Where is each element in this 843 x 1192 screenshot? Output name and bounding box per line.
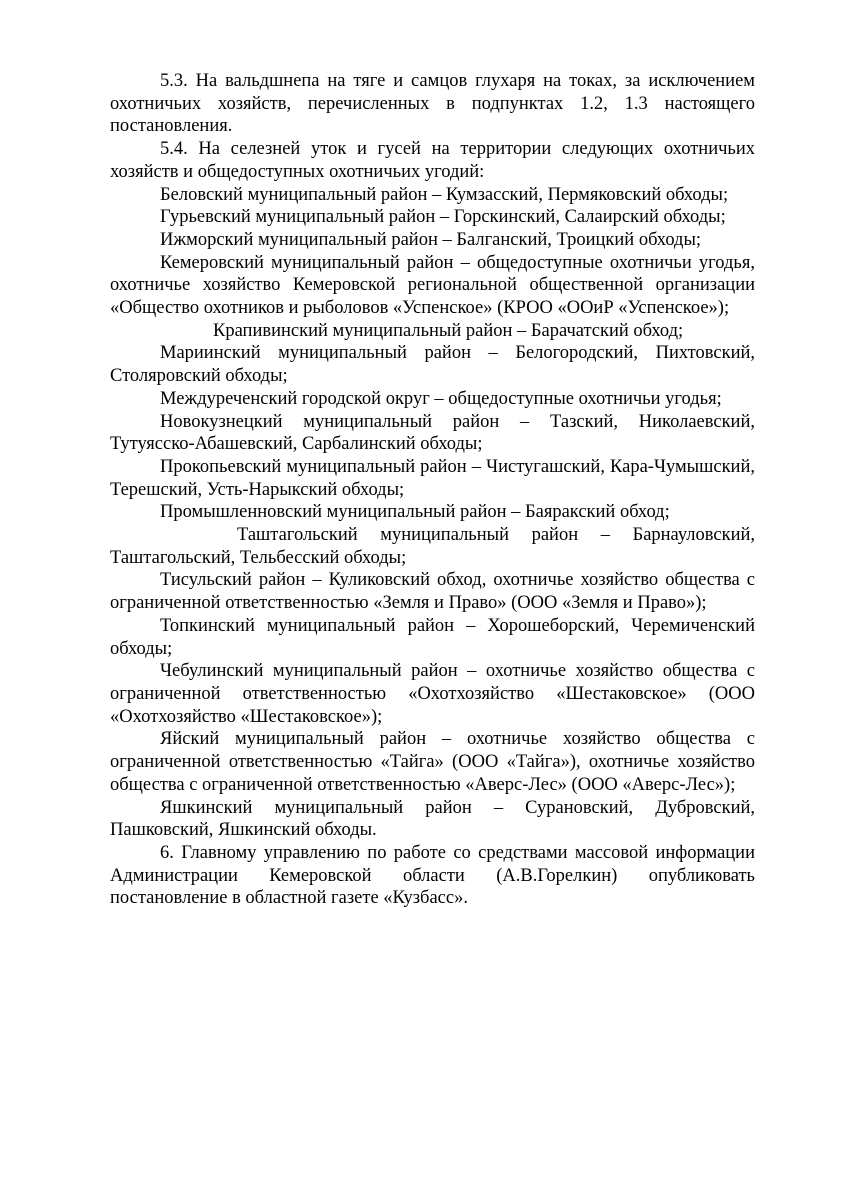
list-item-izhmorsky: Ижморский муниципальный район – Балганский, Троицкий обходы; [160, 229, 702, 250]
list-item-novokuznetsky: Новокузнецкий муниципальный район – Тазский, Николаевский, Тутуясско-Абашевский, Сарбалинский обходы; [110, 411, 755, 455]
list-item-mariinsky: Мариинский муниципальный район – Белогородский, Пихтовский, Столяровский обходы; [110, 343, 755, 387]
list-item-mezhdurechensky: Междуреченский городской округ – общедоступные охотничьи угодья; [160, 388, 722, 409]
list-item-yaysky: Яйский муниципальный район – охотничье хозяйство общества с ограниченной ответственностью «Тайга» (ООО «Тайга»), охотничье хозяйство общества с ограниченной ответственностью «Аверс-Лес» (ООО «Аверс-Лес»); [110, 729, 755, 795]
list-item-yashkinsky: Яшкинский муниципальный район – Сурановский, Дубровский, Пашковский, Яшкинский обходы. [110, 797, 755, 841]
paragraph-5-3: 5.3. На вальдшнепа на тяге и самцов глухаря на токах, за исключением охотничьих хозяйств, перечисленных в подпунктах 1.2, 1.3 настоящего постановления. [110, 71, 755, 137]
list-item-prokopyevsky: Прокопьевский муниципальный район – Чистугашский, Кара-Чумышский, Терешский, Усть-Нарыкский обходы; [110, 456, 755, 500]
list-item-tashtagolsky: Таштагольский муниципальный район – Барнауловский, Таштагольский, Тельбесский обходы; [110, 525, 755, 568]
paragraph-6: 6. Главному управлению по работе со средствами массовой информации Администрации Кемеровской области (А.В.Горелкин) опубликовать постановление в областной газете «Кузбасс». [110, 842, 755, 909]
document-body [110, 70, 755, 910]
paragraph-5-4: 5.4. На селезней уток и гусей на территории следующих охотничьих хозяйств и общедоступных охотничьих угодий: [110, 139, 755, 182]
list-item-topkinsky: Топкинский муниципальный район – Хорошеборский, Черемиченский обходы; [110, 615, 755, 659]
list-item-chebulinsky: Чебулинский муниципальный район – охотничье хозяйство общества с ограниченной ответственностью «Охотхозяйство «Шестаковское» (ООО «Охотхозяйство «Шестаковское»); [110, 661, 755, 727]
list-item-tisulsky: Тисульский район – Куликовский обход, охотничье хозяйство общества с ограниченной ответственностью «Земля и Право» (ООО «Земля и Право»); [110, 570, 755, 614]
list-item-guryevsky: Гурьевский муниципальный район – Горскинский, Салаирский обходы; [160, 207, 726, 228]
list-item-promyshlennovsky: Промышленновский муниципальный район – Баяракский обход; [160, 502, 670, 523]
list-item-krapivinsky: Крапивинский муниципальный район – Барачатский обход; [213, 320, 684, 341]
list-item-belovsky: Беловский муниципальный район – Кумзасский, Пермяковский обходы; [160, 184, 729, 205]
list-item-kemerovsky: Кемеровский муниципальный район – общедоступные охотничьи угодья, охотничье хозяйство Кемеровской региональной общественной организации «Общество охотников и рыболовов «Успенское» (КРОО «ООиР «Успенское»); [110, 252, 755, 319]
